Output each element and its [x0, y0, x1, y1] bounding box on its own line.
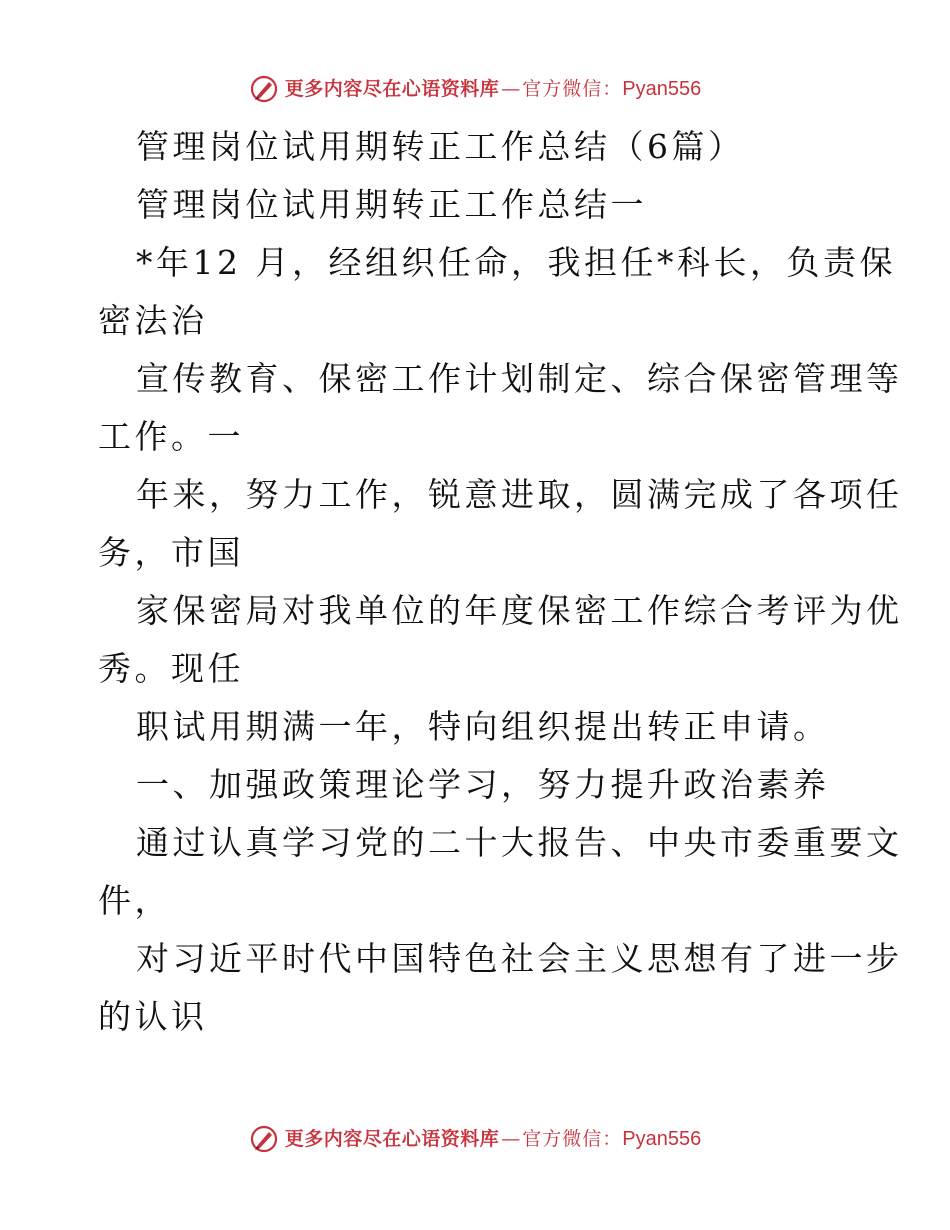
- text-line: 职试用期满一年，特向组织提出转正申请。: [136, 707, 830, 746]
- text-line: 务，市国: [98, 533, 244, 572]
- footer-watermark: [0, 1124, 950, 1154]
- document-body: [98, 118, 903, 1046]
- watermark-brand: 更多内容尽在心语资料库: [284, 1128, 500, 1150]
- text-line: 管理岗位试用期转正工作总结一: [136, 185, 647, 224]
- watermark-wechat-id: Pyan556: [622, 1128, 702, 1150]
- text-line: 的认识: [98, 997, 208, 1036]
- watermark-brand: 更多内容尽在心语资料库: [284, 78, 500, 100]
- text-line: 件，: [98, 881, 171, 920]
- document-title: 管理岗位试用期转正工作总结（6篇）: [136, 127, 745, 166]
- watermark-wechat-id: Pyan556: [622, 78, 702, 100]
- text-line: 宣传教育、保密工作计划制定、综合保密管理等: [136, 359, 903, 398]
- pen-logo-icon: [249, 74, 279, 104]
- text-line: *年12 月，经组织任命，我担任*科长，负责保: [136, 243, 896, 282]
- text-line: 对习近平时代中国特色社会主义思想有了进一步: [136, 939, 903, 978]
- watermark-wechat-label: 官方微信：: [522, 78, 623, 100]
- watermark-wechat-label: 官方微信：: [522, 1128, 623, 1150]
- watermark-dash: —: [501, 1128, 521, 1150]
- watermark-dash: —: [501, 78, 521, 100]
- text-line: 一、加强政策理论学习，努力提升政治素养: [136, 765, 830, 804]
- text-line: 家保密局对我单位的年度保密工作综合考评为优: [136, 591, 903, 630]
- text-line: 通过认真学习党的二十大报告、中央市委重要文: [136, 823, 903, 862]
- text-line: 工作。一: [98, 417, 244, 456]
- header-watermark: [0, 74, 950, 104]
- text-line: 密法治: [98, 301, 208, 340]
- text-line: 年来，努力工作，锐意进取，圆满完成了各项任: [136, 475, 903, 514]
- pen-logo-icon: [249, 1124, 279, 1154]
- text-line: 秀。现任: [98, 649, 244, 688]
